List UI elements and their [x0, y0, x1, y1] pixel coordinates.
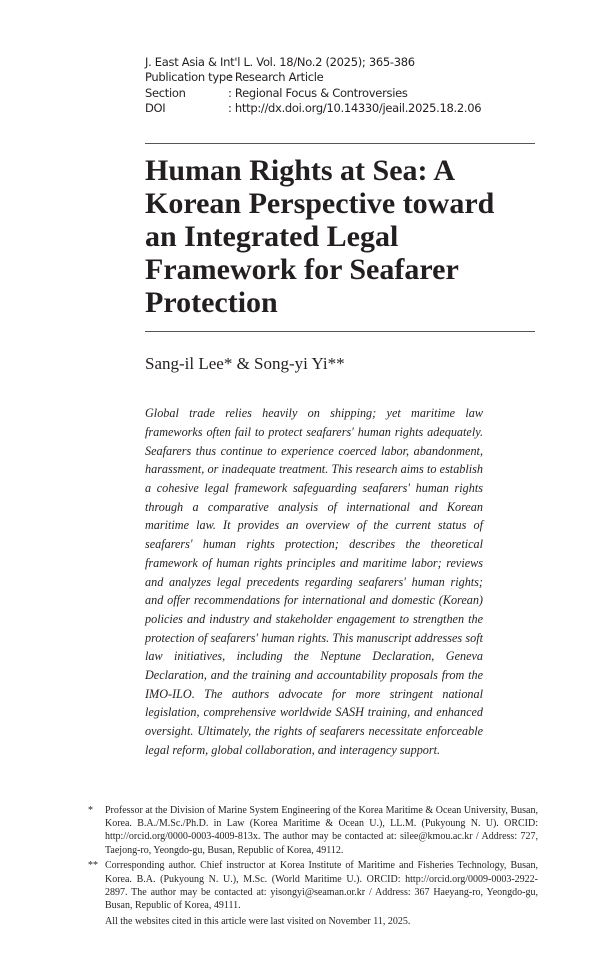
title-divider [145, 331, 535, 332]
value: : Research Article [228, 70, 324, 85]
article-metadata [145, 55, 538, 116]
footnote-1 [88, 804, 538, 858]
label: Section [145, 85, 186, 100]
citation: J. East Asia & Int'l L. Vol. 18/No.2 (2025); 365-386 [145, 55, 415, 69]
authors: Sang-il Lee* & Song-yi Yi** [145, 354, 345, 374]
footnotes [88, 804, 538, 929]
article-title: Human Rights at Sea: A Korean Perspective toward an Integrated Legal Framework for Seafarer Protection [145, 154, 495, 320]
abstract: Global trade relies heavily on shipping; yet maritime law frameworks often fail to protect seafarers' human rights adequately. Seafarers thus continue to experience coerced labor, abandonment, harassment, or inadequate treatment. This research aims to establish a cohesive legal framework safeguarding seafarers' human rights through a comparative analysis of international and Korean maritime law. It provides an overview of the current status of seafarers' human rights protection; describes the theoretical framework of human rights principles and maritime labor; reviews and analyzes legal precedents regarding seafarers' human rights; and offer recommendations for international and domestic (Korean) policies and industry and stakeholder engagement to strengthen the protection of seafarers' human rights. This manuscript addresses soft law initiatives, including the Neptune Declaration, Geneva Declaration, and the training and accountability proposals from the IMO-ILO. The authors advocate for more stringent national legislation, comprehensive worldwide SASH training, and enhanced oversight. Ultimately, the rights of seafarers necessitate enforceable legal reform, global collaboration, and interagency support. [145, 406, 483, 757]
websites-note: All the websites cited in this article were last visited on November 11, 2025. [105, 915, 411, 927]
doi-row [145, 101, 538, 116]
value: : Regional Focus & Controversies [228, 85, 408, 100]
top-divider [145, 143, 535, 144]
footnote-marker: ** [88, 860, 98, 872]
label: DOI [145, 100, 166, 115]
footnote-text: Corresponding author. Chief instructor at Korea Institute of Maritime and Fisheries Technology, Busan, Korea. B.A. (Pukyoung N. U.), M.Sc. (World Maritime U.). ORCID: http://orcid.org/0009-0003-2922-2897. The author may be contacted at: yisongyi@seaman.or.kr / Address: 367 Haeyang-ro, Yeongdo-gu, Busan, Republic of Korea, 49111. [105, 860, 538, 912]
label: Publication type [145, 70, 233, 85]
section-row [145, 86, 538, 101]
footnote-marker: * [88, 804, 93, 816]
publication-type-row [145, 70, 538, 85]
footnote-text: Professor at the Division of Marine System Engineering of the Korea Maritime & Ocean University, Busan, Korea. B.A./M.Sc./Ph.D. in Law (Korea Maritime & Ocean U.), LL.M. (Pukyoung N. U). ORCID: http://orcid.org/0000-0003-4009-813x. The author may be contacted at: silee@kmou.ac.kr / Address: 727, Taejong-ro, Yeongdo-gu, Busan, Republic of Korea, 49112. [105, 804, 538, 856]
doi-link[interactable]: : http://dx.doi.org/10.14330/jeail.2025.18.2.06 [228, 100, 482, 115]
